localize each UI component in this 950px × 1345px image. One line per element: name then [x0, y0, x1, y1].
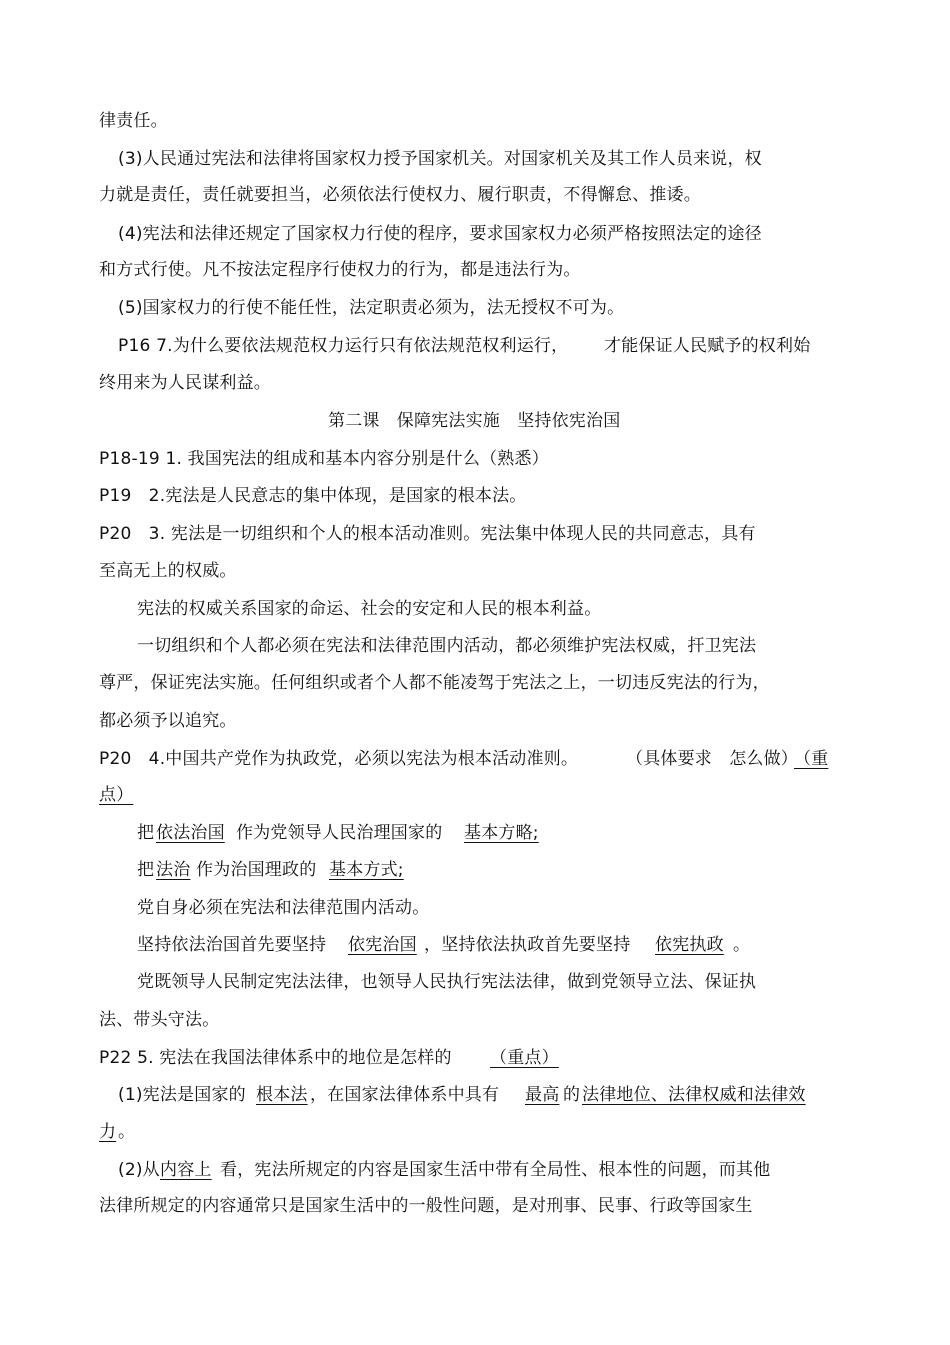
text-line: (4)宪法和法律还规定了国家权力行使的程序，要求国家权力必须严格按照法定的途径: [118, 224, 762, 244]
text-line: ，在国家法律体系中具有: [310, 1085, 500, 1105]
text-line: (1)宪法是国家的: [118, 1085, 246, 1105]
text-line: 党既领导人民制定宪法法律，也领导人民执行宪法法律，做到党领导立法、保证执: [137, 972, 757, 992]
text-line: P18-19 1. 我国宪法的组成和基本内容分别是什么（熟悉）: [99, 449, 549, 469]
text-line: 党自身必须在宪法和法律范围内活动。: [137, 898, 430, 918]
text-line: 把: [137, 860, 155, 880]
text-line: 坚持依法治国首先要坚持: [137, 935, 327, 955]
lesson-heading: 第二课 保障宪法实施 坚持依宪治国: [328, 411, 621, 431]
key-point-mark: 点）: [99, 785, 134, 805]
text-line: 尊严，保证宪法实施。任何组织或者个人都不能凌驾于宪法之上，一切违反宪法的行为，: [99, 673, 770, 693]
text-line: 法律所规定的内容通常只是国家生活中的一般性问题，是对刑事、民事、行政等国家生: [99, 1196, 753, 1216]
text-line: 作为治国理政的: [196, 860, 317, 880]
text-line: 律责任。: [99, 111, 168, 131]
text-line: 一切组织和个人都必须在宪法和法律范围内活动，都必须维护宪法权威，扞卫宪法: [137, 636, 757, 656]
text-line: 法、带头守法。: [99, 1010, 220, 1030]
key-point-mark: （重点）: [490, 1048, 559, 1068]
underlined-term: 依宪执政: [655, 935, 724, 955]
text-line: （具体要求 怎么做）: [626, 749, 798, 769]
underlined-term: 法治: [156, 860, 191, 880]
text-line: 才能保证人民赋予的权利始: [604, 336, 811, 356]
text-line: 把: [137, 823, 155, 843]
text-line: P20 4.中国共产党作为执政党，必须以宪法为根本活动准则。: [99, 749, 579, 769]
text-line: (5)国家权力的行使不能任性，法定职责必须为，法无授权不可为。: [118, 298, 625, 318]
underlined-term: 基本方式;: [329, 860, 404, 880]
underlined-term: 基本方略;: [464, 823, 539, 843]
text-line: 终用来为人民谋利益。: [99, 373, 271, 393]
text-line: 的: [563, 1085, 581, 1105]
text-line: (2)从: [118, 1160, 160, 1180]
text-line: P19 2.宪法是人民意志的集中体现，是国家的根本法。: [99, 486, 527, 506]
text-line: P20 3. 宪法是一切组织和个人的根本活动准则。宪法集中体现人民的共同意志，具有: [99, 524, 756, 544]
underlined-term: 内容上: [160, 1160, 212, 1180]
text-line: 至高无上的权威。: [99, 561, 237, 581]
underlined-term: 最高: [525, 1085, 560, 1105]
underlined-term: 依法治国: [156, 823, 225, 843]
text-line: P22 5. 宪法在我国法律体系中的地位是怎样的: [99, 1048, 452, 1068]
text-line: 力就是责任，责任就要担当，必须依法行使权力、履行职责，不得懈怠、推诿。: [99, 185, 701, 205]
text-line: 都必须予以追究。: [99, 711, 237, 731]
underlined-term: 法律地位、法律权威和法律效: [582, 1085, 806, 1105]
underlined-term: 力: [99, 1122, 117, 1142]
text-line: 作为党领导人民治理国家的: [236, 823, 443, 843]
text-line: P16 7.为什么要依法规范权力运行只有依法规范权利运行，: [118, 336, 569, 356]
underlined-term: 根本法: [256, 1085, 308, 1105]
text-line: ，坚持依法执政首先要坚持: [424, 935, 631, 955]
underlined-term: 依宪治国: [348, 935, 417, 955]
text-line: 和方式行使。凡不按法定程序行使权力的行为，都是违法行为。: [99, 260, 581, 280]
key-point-mark: （重: [794, 749, 829, 769]
text-line: (3)人民通过宪法和法律将国家权力授予国家机关。对国家机关及其工作人员来说，权: [118, 149, 762, 169]
text-line: 宪法的权威关系国家的命运、社会的安定和人民的根本利益。: [137, 599, 602, 619]
text-line: 看，宪法所规定的内容是国家生活中带有全局性、根本性的问题，而其他: [220, 1160, 771, 1180]
text-line: 。: [733, 935, 751, 955]
text-line: 。: [118, 1122, 136, 1142]
